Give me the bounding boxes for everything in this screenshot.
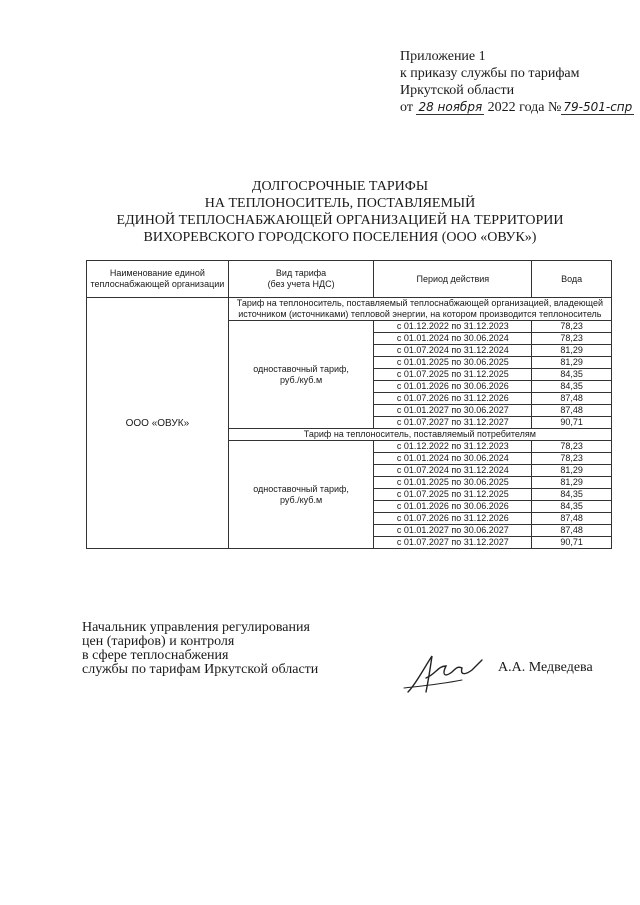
org-name-cell: ООО «ОВУК» [87, 298, 229, 549]
period-cell: с 01.01.2024 по 30.06.2024 [374, 333, 532, 345]
period-cell: с 01.01.2025 по 30.06.2025 [374, 477, 532, 489]
water-value-cell: 84,35 [532, 369, 612, 381]
header-water: Вода [532, 261, 612, 298]
section-title: Тариф на теплоноситель, поставляемый теплоснабжающей организацией, владеющей источником (источниками) тепловой энергии, на котором производится теплоноситель [228, 298, 611, 321]
water-value-cell: 84,35 [532, 489, 612, 501]
appendix-year-text: 2022 года № [487, 100, 562, 115]
appendix-handwritten-number: 79-501-спр [563, 100, 633, 114]
water-value-cell: 84,35 [532, 501, 612, 513]
header-period: Период действия [374, 261, 532, 298]
section-title: Тариф на теплоноситель, поставляемый потребителям [228, 429, 611, 441]
water-value-cell: 87,48 [532, 525, 612, 537]
water-value-cell: 81,29 [532, 357, 612, 369]
period-cell: с 01.07.2024 по 31.12.2024 [374, 465, 532, 477]
signature-line-4: службы по тарифам Иркутской области [82, 662, 319, 677]
signature-line-3: в сфере теплоснабжения [82, 648, 229, 663]
appendix-block [400, 48, 634, 116]
tariff-kind-cell: одноставочный тариф, руб./куб.м [228, 441, 374, 549]
document-title [60, 178, 620, 246]
title-line-3: ЕДИНОЙ ТЕПЛОСНАБЖАЮЩЕЙ ОРГАНИЗАЦИЕЙ НА ТЕРРИТОРИИ [116, 213, 564, 228]
signer-name: А.А. Медведева [498, 660, 593, 675]
water-value-cell: 81,29 [532, 465, 612, 477]
water-value-cell: 81,29 [532, 345, 612, 357]
water-value-cell: 78,23 [532, 333, 612, 345]
header-tariff-type: Вид тарифа (без учета НДС) [228, 261, 374, 298]
water-value-cell: 78,23 [532, 441, 612, 453]
title-line-2: НА ТЕПЛОНОСИТЕЛЬ, ПОСТАВЛЯЕМЫЙ [204, 196, 476, 211]
period-cell: с 01.01.2027 по 30.06.2027 [374, 405, 532, 417]
appendix-line-1: Приложение 1 [400, 49, 486, 64]
title-line-4: ВИХОРЕВСКОГО ГОРОДСКОГО ПОСЕЛЕНИЯ (ООО «ОВУК») [143, 230, 537, 245]
period-cell: с 01.01.2026 по 30.06.2026 [374, 381, 532, 393]
handwritten-signature-icon [402, 648, 486, 696]
tariff-kind-cell: одноставочный тариф, руб./куб.м [228, 321, 374, 429]
period-cell: с 01.07.2026 по 31.12.2026 [374, 393, 532, 405]
period-cell: с 01.01.2024 по 30.06.2024 [374, 453, 532, 465]
appendix-handwritten-date: 28 ноября [418, 100, 483, 114]
appendix-line-3: Иркутской области [400, 83, 515, 98]
water-value-cell: 90,71 [532, 417, 612, 429]
water-value-cell: 90,71 [532, 537, 612, 549]
water-value-cell: 78,23 [532, 453, 612, 465]
period-cell: с 01.12.2022 по 31.12.2023 [374, 441, 532, 453]
signature-block [82, 621, 318, 677]
appendix-line-4 [400, 99, 634, 116]
section-title-row [87, 298, 612, 321]
water-value-cell: 87,48 [532, 393, 612, 405]
period-cell: с 01.07.2026 по 31.12.2026 [374, 513, 532, 525]
water-value-cell: 84,35 [532, 381, 612, 393]
appendix-line-2: к приказу службы по тарифам [400, 66, 580, 81]
header-org: Наименование единой теплоснабжающей организации [87, 261, 229, 298]
period-cell: с 01.07.2024 по 31.12.2024 [374, 345, 532, 357]
title-line-1: ДОЛГОСРОЧНЫЕ ТАРИФЫ [251, 179, 429, 194]
water-value-cell: 87,48 [532, 513, 612, 525]
table-body [87, 298, 612, 549]
period-cell: с 01.07.2027 по 31.12.2027 [374, 537, 532, 549]
tariff-table [86, 260, 612, 549]
water-value-cell: 78,23 [532, 321, 612, 333]
signature-line-2: цен (тарифов) и контроля [82, 634, 235, 649]
period-cell: с 01.07.2025 по 31.12.2025 [374, 369, 532, 381]
period-cell: с 01.07.2027 по 31.12.2027 [374, 417, 532, 429]
period-cell: с 01.01.2026 по 30.06.2026 [374, 501, 532, 513]
table-header-row [87, 261, 612, 298]
period-cell: с 01.12.2022 по 31.12.2023 [374, 321, 532, 333]
period-cell: с 01.07.2025 по 31.12.2025 [374, 489, 532, 501]
period-cell: с 01.01.2025 по 30.06.2025 [374, 357, 532, 369]
water-value-cell: 81,29 [532, 477, 612, 489]
appendix-date-prefix: от [400, 100, 413, 115]
period-cell: с 01.01.2027 по 30.06.2027 [374, 525, 532, 537]
signature-line-1: Начальник управления регулирования [82, 620, 310, 635]
water-value-cell: 87,48 [532, 405, 612, 417]
